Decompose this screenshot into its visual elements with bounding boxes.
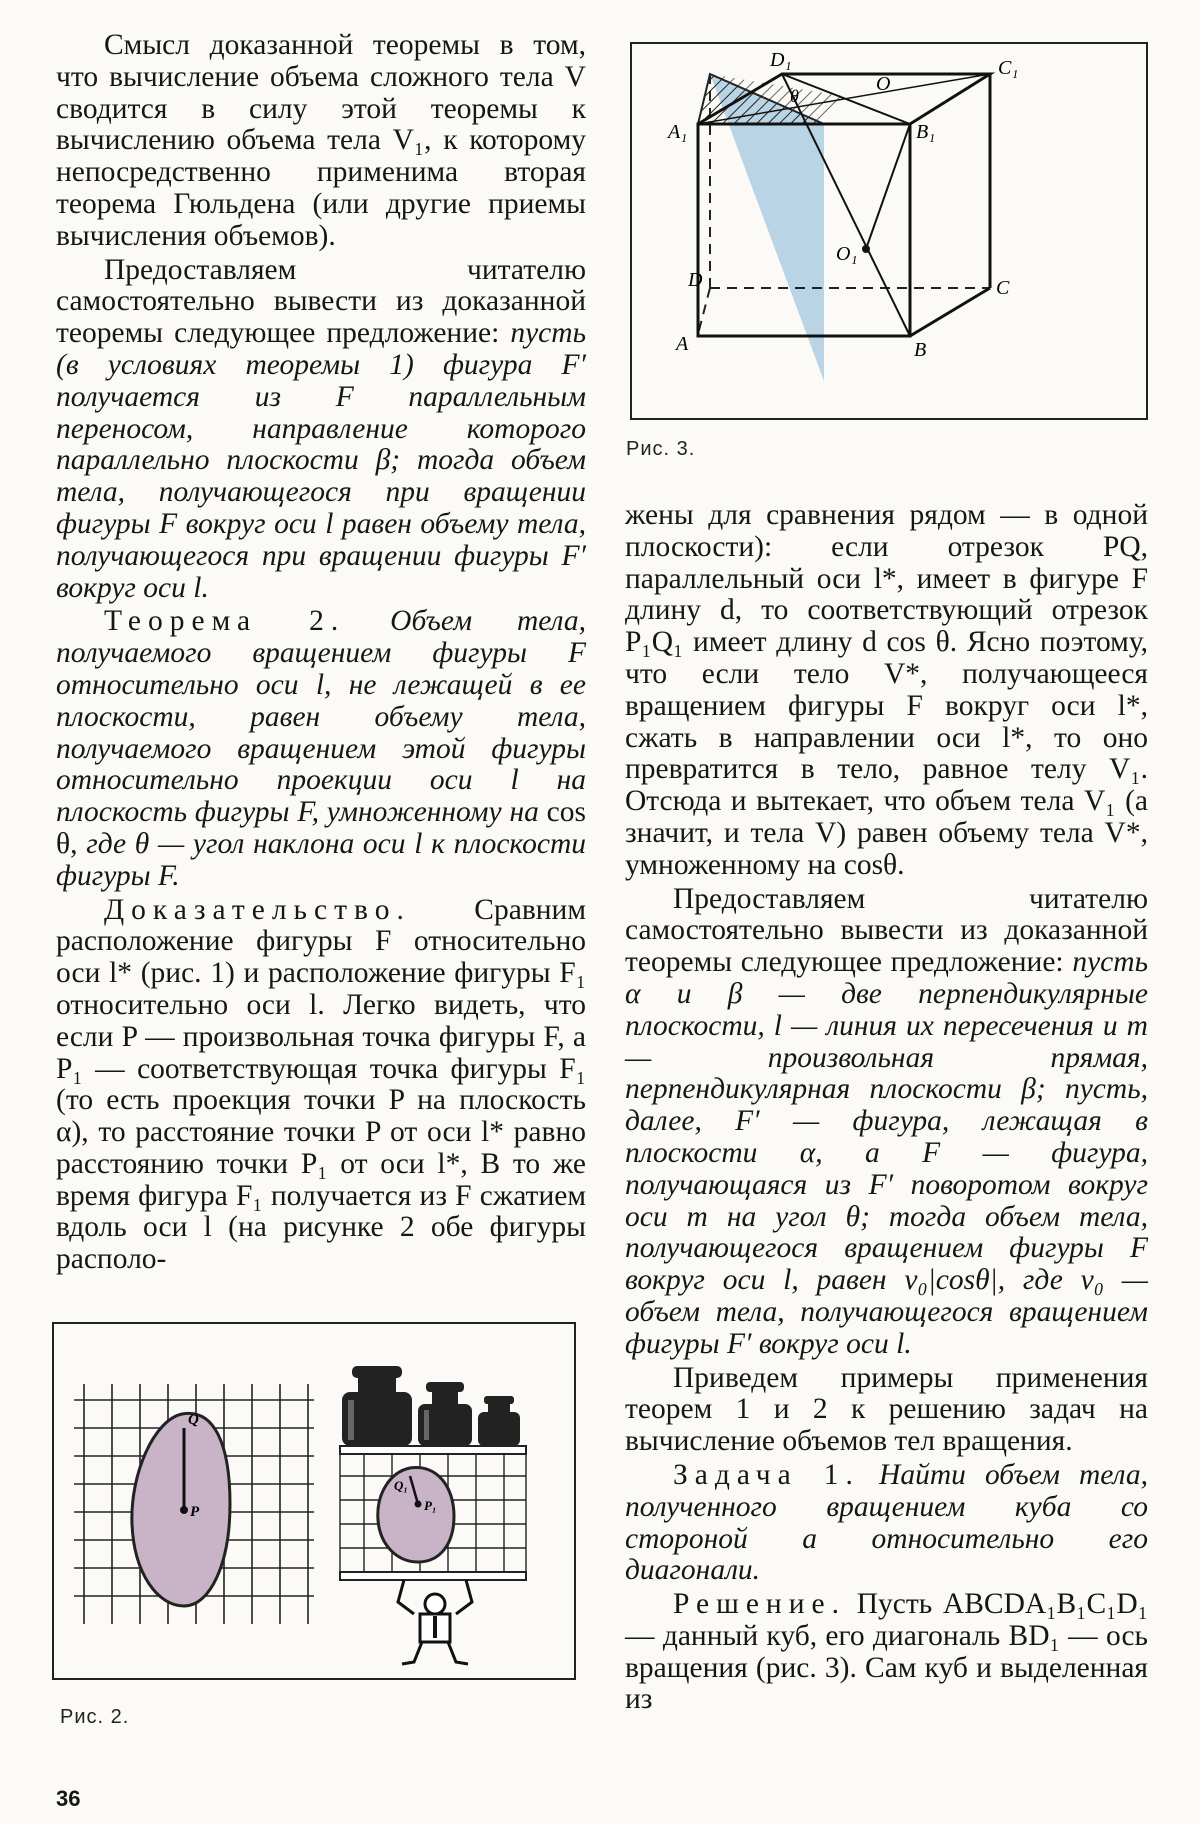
solution-label: Решение. [673,1588,846,1621]
label-B: B [914,339,927,361]
label-P: P [190,1504,200,1520]
left-column [56,30,586,1276]
paragraph-exercise-2 [625,884,1148,1361]
label-O1: O₁ [836,243,858,265]
task-text: Найти объем тела, полученного вращением куба со стороной a относительно его диагонали. [625,1458,1148,1587]
page-number: 36 [56,1786,81,1811]
segment-B1O1 [866,124,910,249]
label-B1: B₁ [916,121,936,143]
paragraph-examples: Приведем примеры применения теорем 1 и 2 к решению задач на вычисление объемов тел вращения. [625,1361,1148,1458]
point-P [180,1506,188,1514]
weights [342,1366,520,1446]
solution-text: Пусть ABCDA₁B₁C₁D₁ — данный куб, его диагональ BD₁ — ось вращения (рис. 3). Сам куб и выделенная из [625,1588,1148,1716]
label-O: O [876,73,891,95]
exercise-2-statement: пусть α и β — две перпендикулярные плоскости, l — линия их пересечения и m — произвольная прямая, перпендикулярная плоскости β; пусть, далее, F′ — фигура, лежащая в плоскости α, а F — фигура, получающаяся из F′ поворотом вокруг оси m на угол θ; тогда объем тела, получающегося вращением фигуры F вокруг оси l, равен v₀|cosθ|, где v₀ — объем тела, получающегося вращением фигуры F′ вокруг оси l. [625,946,1148,1360]
label-D1: D₁ [770,49,792,71]
task-label: Задача 1. [673,1458,860,1491]
proof-label: Доказательство. [104,893,411,926]
figure-2-compression [52,1322,576,1680]
theorem-cos: cos θ, [56,796,586,860]
proof-text: Сравним расположение фигуры F относительно оси l* (рис. 1) и расположение фигуры F₁ относительно оси l. Легко видеть, что если P — произвольная точка фигуры F, а P₁ — соответствующая точка фигуры F₁ (то есть проекция точки P на плоскость α), то расстояние точки P от оси l* равно расстоянию точки P₁ от оси l*, В то же время фигура F₁ получается из F сжатием вдоль оси l (на рисунке 2 обе фигуры располо- [56,893,586,1276]
figure-2-caption: Рис. 2. [60,1706,130,1728]
label-A1: A₁ [668,121,688,143]
theorem-label: Теорема 2. [104,605,346,638]
exercise-statement: пусть (в условиях теоремы 1) фигура F′ получается из F параллельным переносом, направление которого параллельно плоскости β; тогда объем тела, получающегося при вращении фигуры F вокруг оси l равен объему тела, получающегося при вращении фигуры F′ вокруг оси l. [56,317,586,604]
figure-F1 [378,1468,454,1562]
figure-3-cube [630,42,1148,420]
theorem-2 [56,606,586,892]
theorem-end: где θ — угол наклона оси l к плоскости фигуры F. [56,827,587,892]
label-C1: C₁ [998,57,1019,79]
strongman [398,1580,472,1664]
label-Q1: Q₁ [394,1478,408,1493]
point-P1 [415,1501,422,1508]
label-theta: θ [790,86,799,106]
paragraph-continuation: жены для сравнения рядом — в одной плоскости): если отрезок PQ, параллельный оси l*, имеет в фигуре F длину d, то соответствующий отрезок P₁Q₁ имеет длину d cos θ. Ясно поэтому, что если тело V*, получающееся вращением фигуры F вокруг оси l*, сжать в направлении оси l*, то оно превратится в тело, равное телу V₁. Отсюда и вытекает, что объем тела V₁ (а значит, и тела V) равен объему тела V*, умноженному на cosθ. [625,499,1148,881]
cube-diagram [632,44,1146,418]
compression-diagram [54,1324,574,1678]
top-plank [340,1446,526,1454]
proof [56,895,586,1277]
label-D: D [688,269,703,291]
edge-AD [698,288,710,334]
right-column [625,500,1148,1716]
edge-BC [910,288,990,336]
theorem-text: Объем тела, получаемого вращением фигуры F относительно оси l, не лежащей в ее плоскости, равен объему тела, получаемого вращением этой фигуры относительно проекции оси l на плоскость фигуры F, умноженному на [56,605,586,829]
paragraph-exercise-1 [56,255,586,605]
task-1 [625,1460,1148,1587]
label-A: A [676,333,689,355]
paragraph-meaning: Смысл доказанной теоремы в том, что вычисление объема сложного тела V сводится в силу этой теоремы к вычислению объема тела V₁, к которому непосредственно применима вторая теорема Гюльдена (или другие приемы вычисления объемов). [56,29,586,252]
figure-3-caption: Рис. 3. [626,438,696,460]
label-C: C [996,277,1010,299]
label-Q: Q [188,1412,199,1428]
bottom-plank [340,1572,526,1580]
solution [625,1589,1148,1716]
label-P1: P₁ [424,1498,437,1513]
exercise-intro: Предоставляем читателю самостоятельно вывести из доказанной теоремы следующее предложение: [56,253,586,350]
exercise-2-intro: Предоставляем читателю самостоятельно вывести из доказанной теоремы следующее предложение: [625,882,1148,979]
point-O1 [862,245,870,253]
